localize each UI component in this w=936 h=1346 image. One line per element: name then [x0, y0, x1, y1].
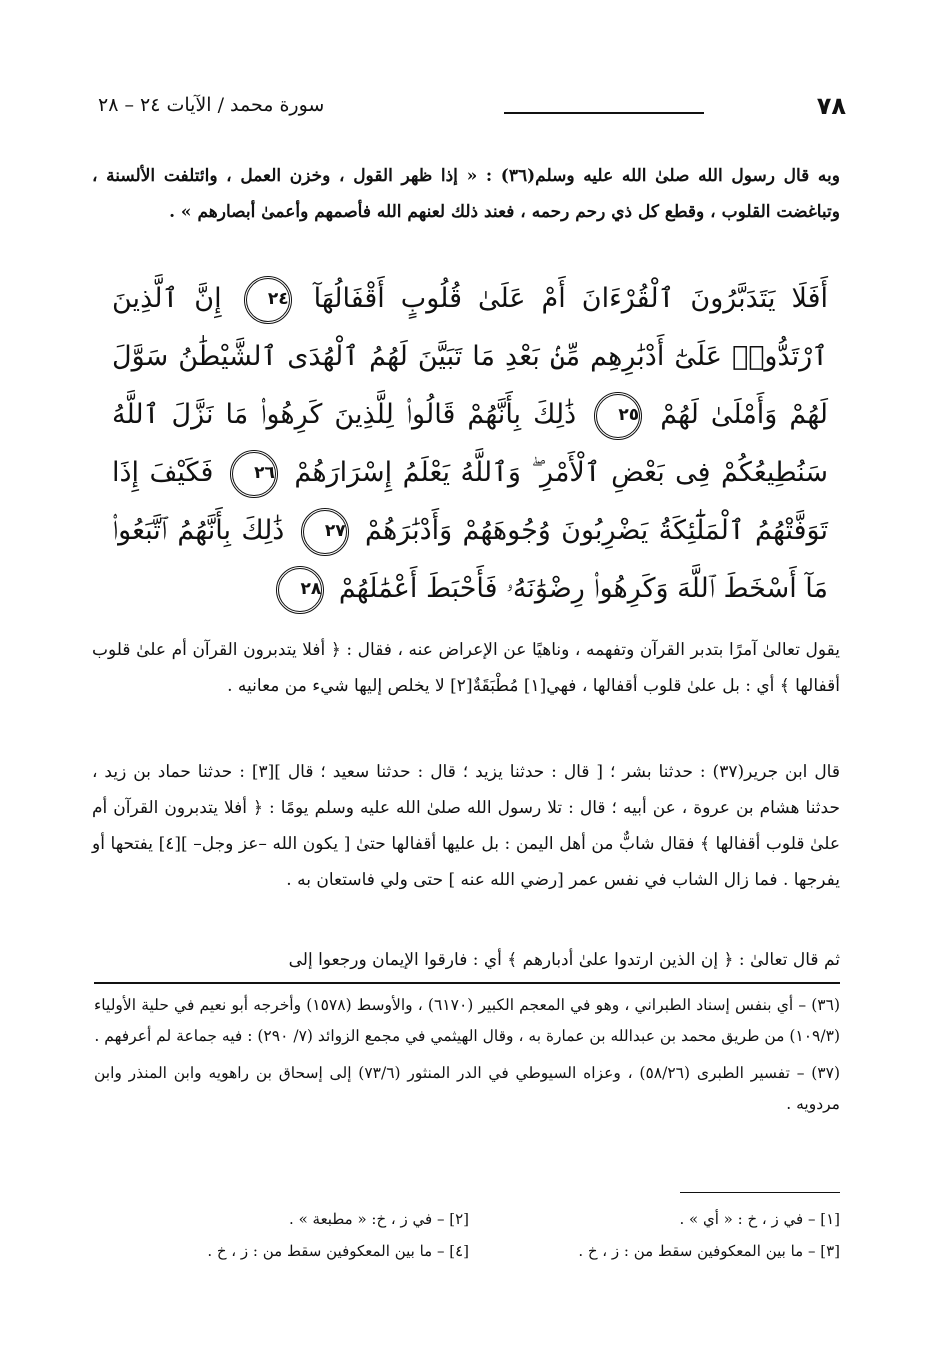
- verse-text-28: ذَٰلِكَ بِأَنَّهُمُ ٱتَّبَعُوا۟ مَآ أَسْخَطَ ٱللَّهَ وَكَرِهُوا۟ رِضْوَٰنَهُۥ فَأَحْبَطَ أَعْمَٰلَهُمْ: [112, 515, 828, 604]
- variant-note-4: [٤] – ما بين المعكوفين سقط من : ز ، خ .: [207, 1242, 469, 1260]
- running-title: سورة محمد / الآيات ٢٤ – ٢٨: [98, 94, 325, 116]
- footnote-separator: [94, 982, 840, 984]
- verse-text-26: ذَٰلِكَ بِأَنَّهُمْ قَالُوا۟ لِلَّذِينَ كَرِهُوا۟ مَا نَزَّلَ ٱللَّهُ سَنُطِيعُكُمْ فِى بَعْضِ ٱلْأَمْرِ ۖ وَٱللَّهُ يَعْلَمُ إِسْرَارَهُمْ: [112, 399, 828, 488]
- variant-note-1: [١] – في ز ، خ : « أي » .: [679, 1210, 840, 1228]
- verse-text-24: أَفَلَا يَتَدَبَّرُونَ ٱلْقُرْءَانَ أَمْ عَلَىٰ قُلُوبٍ أَقْفَالُهَآ: [313, 283, 828, 314]
- footnote-37: (٣٧) – تفسير الطبرى (٥٨/٢٦) ، وعزاه السيوطي في الدر المنثور (٧٣/٦) إلى إسحاق بن راهويه وابن المنذر وابن مردويه .: [94, 1064, 840, 1113]
- running-header: [98, 92, 846, 132]
- hadith-text: وبه قال رسول الله صلىٰ الله عليه وسلم(٣٦) : « إذا ظهر القول ، وخزن العمل ، وائتلفت الألسنة ، وتباغضت القلوب ، وقطع كل ذي رحم رحمه ، فعند ذلك لعنهم الله فأصمهم وأعمىٰ أبصارهم » .: [92, 166, 840, 222]
- ayah-number-marker: ٢٥: [594, 392, 642, 440]
- tafsir-paragraph-1: يقول تعالىٰ آمرًا بتدبر القرآن وتفهمه ، وناهيًا عن الإعراض عنه ، فقال : ﴿ أفلا يتدبرون القرآن أم علىٰ قلوب أقفالها ﴾ أي : بل علىٰ قلوب أقفالها ، فهي[١] مُطْبَقَةٌ[٢] لا يخلص إليها شيء من معانيه .: [92, 640, 840, 696]
- ayah-number-marker: ٢٦: [230, 450, 278, 498]
- page-number: ٧٨: [816, 92, 846, 120]
- verse-text-25: إِنَّ ٱلَّذِينَ ٱرْتَدُّوا۟ عَلَىٰٓ أَدْبَٰرِهِم مِّنۢ بَعْدِ مَا تَبَيَّنَ لَهُمُ ٱلْهُدَى ٱلشَّيْطَٰنُ سَوَّلَ لَهُمْ وَأَمْلَىٰ لَهُمْ: [112, 283, 828, 430]
- hadith-paragraph: [92, 158, 840, 230]
- header-rule: [504, 112, 704, 114]
- variant-note-3: [٣] – ما بين المعكوفين سقط من : ز ، خ .: [578, 1242, 840, 1260]
- ayah-number-marker: ٢٤: [244, 276, 292, 324]
- footnotes: [94, 990, 840, 1126]
- ayah-number-marker: ٢٧: [301, 508, 349, 556]
- ayah-number-marker: ٢٨: [276, 566, 324, 614]
- verse-text-27: فَكَيْفَ إِذَا تَوَفَّتْهُمُ ٱلْمَلَٰٓئِكَةُ يَضْرِبُونَ وُجُوهَهُمْ وَأَدْبَٰرَهُمْ: [112, 457, 828, 546]
- tafsir-paragraph-3: ثم قال تعالىٰ : ﴿ إن الذين ارتدوا علىٰ أدبارهم ﴾ أي : فارقوا الإيمان ورجعوا إلى: [288, 950, 840, 970]
- tafsir-paragraph-2: قال ابن جرير(٣٧) : حدثنا بشر ؛ [ قال : حدثنا يزيد ؛ قال : حدثنا سعيد ؛ قال ][٣] : حدثنا حماد بن زيد ، حدثنا هشام بن عروة ، عن أبيه ؛ قال : تلا رسول الله صلىٰ الله عليه وسلم يومًا : ﴿ أفلا يتدبرون القرآن أم علىٰ قلوب أقفالها ﴾ فقال شابٌّ من أهل اليمن : بل عليها أقفالها حتىٰ [ يكون الله –عز وجل– ][٤] يفتحها أو يفرجها . فما زال الشاب في نفس عمر [رضي الله عنه ] حتى ولي فاستعان به .: [92, 762, 840, 890]
- quran-verses: [112, 270, 828, 618]
- manuscript-variants: [98, 1204, 840, 1266]
- variant-separator: [680, 1192, 840, 1193]
- variant-note-2: [٢] – في ز ، خ: « مطبعة » .: [289, 1210, 469, 1228]
- footnote-36: (٣٦) – أي بنفس إسناد الطبراني ، وهو في المعجم الكبير (٦١٧٠) ، والأوسط (١٥٧٨) وأخرجه أبو نعيم في حلية الأولياء (١٠٩/٣) من طريق محمد بن عبدالله بن عمارة به ، وقال الهيثمي في مجمع الزوائد (٧/ ٢٩٠) : فيه جماعة لم أعرفهم .: [94, 996, 840, 1045]
